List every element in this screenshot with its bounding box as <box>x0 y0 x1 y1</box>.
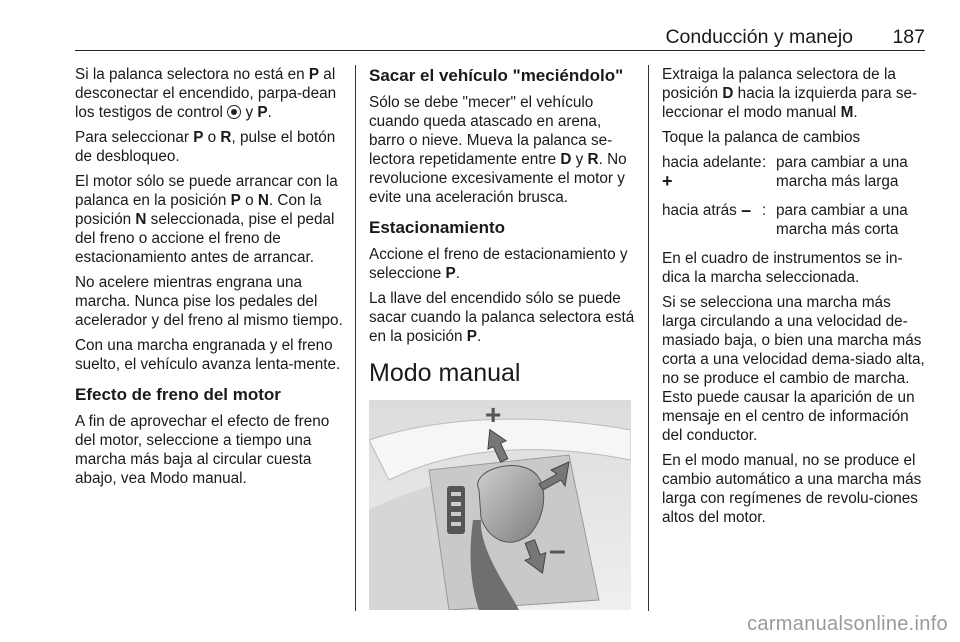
control-indicator-icon <box>227 105 241 119</box>
paragraph: Para seleccionar P o R, pulse el botón de desbloqueo. <box>75 129 336 165</box>
shift-direction-row: hacia atrás – : para cambiar a una marcha más corta <box>662 200 908 238</box>
paragraph: En el cuadro de instrumentos se in-dica la marcha seleccionada. <box>662 250 903 286</box>
paragraph: Toque la palanca de cambios <box>662 129 861 146</box>
paragraph: En el modo manual, no se produce el cambio automático a una marcha más larga con regímenes de revolu-ciones altos del motor. <box>662 452 922 526</box>
paragraph: El motor sólo se puede arrancar con la palanca en la posición P o N. Con la posición N seleccionada, pise el pedal del freno o accione el freno de estacionamiento antes de arrancar. <box>75 173 338 266</box>
minus-symbol: – <box>549 534 566 567</box>
column-right <box>662 65 928 533</box>
paragraph: La llave del encendido sólo se puede sacar cuando la palanca selectora está en la posición P. <box>369 290 635 345</box>
watermark: carmanualsonline.info <box>747 613 948 635</box>
minus-icon: – <box>741 200 752 220</box>
column-divider <box>355 65 356 611</box>
paragraph: Con una marcha engranada y el freno suelto, el vehículo avanza lenta-mente. <box>75 337 341 373</box>
page-number: 187 <box>892 26 925 48</box>
paragraph: A fin de aprovechar el efecto de freno del motor, seleccione a tiempo una marcha más baja al circular cuesta abajo, vea Modo manual. <box>75 413 330 487</box>
paragraph: Si la palanca selectora no está en P al desconectar el encendido, parpa-dean los testigos de control y P. <box>75 66 337 121</box>
column-divider <box>648 65 649 611</box>
paragraph: Extraiga la palanca selectora de la posición D hacia la izquierda para se-leccionar el modo manual M. <box>662 66 918 121</box>
page-title: Conducción y manejo <box>665 26 853 48</box>
paragraph: Si se selecciona una marcha más larga circulando a una velocidad de-masiado baja, o bien una marcha más corta a una velocidad dema-siado alta, no se produce el cambio de marcha. Esto puede causar la aparición de un mensaje en el centro de información del conductor. <box>662 294 925 444</box>
plus-icon: + <box>662 171 673 191</box>
paragraph: No acelere mientras engrana una marcha. Nunca pise los pedales del acelerador y del freno al mismo tiempo. <box>75 274 343 329</box>
plus-symbol: + <box>485 400 502 430</box>
column-left <box>75 65 347 494</box>
section-heading: Sacar el vehículo "meciéndolo" <box>369 66 624 85</box>
chapter-heading: Modo manual <box>369 359 521 387</box>
gear-lever-illustration <box>369 400 631 610</box>
section-heading: Estacionamiento <box>369 218 506 237</box>
paragraph: Accione el freno de estacionamiento y seleccione P. <box>369 246 628 282</box>
gear-lever-drawing <box>369 400 631 610</box>
column-middle <box>369 65 635 610</box>
page-header <box>75 24 925 51</box>
section-heading: Efecto de freno del motor <box>75 385 281 404</box>
paragraph: Sólo se debe "mecer" el vehículo cuando queda atascado en arena, barro o nieve. Mueva la palanca se-lectora repetidamente entre D y R. No revolucione excesivamente el motor y evite una aceleración brusca. <box>369 94 627 206</box>
shift-direction-row: hacia adelante + : para cambiar a una marcha más larga <box>662 154 908 191</box>
